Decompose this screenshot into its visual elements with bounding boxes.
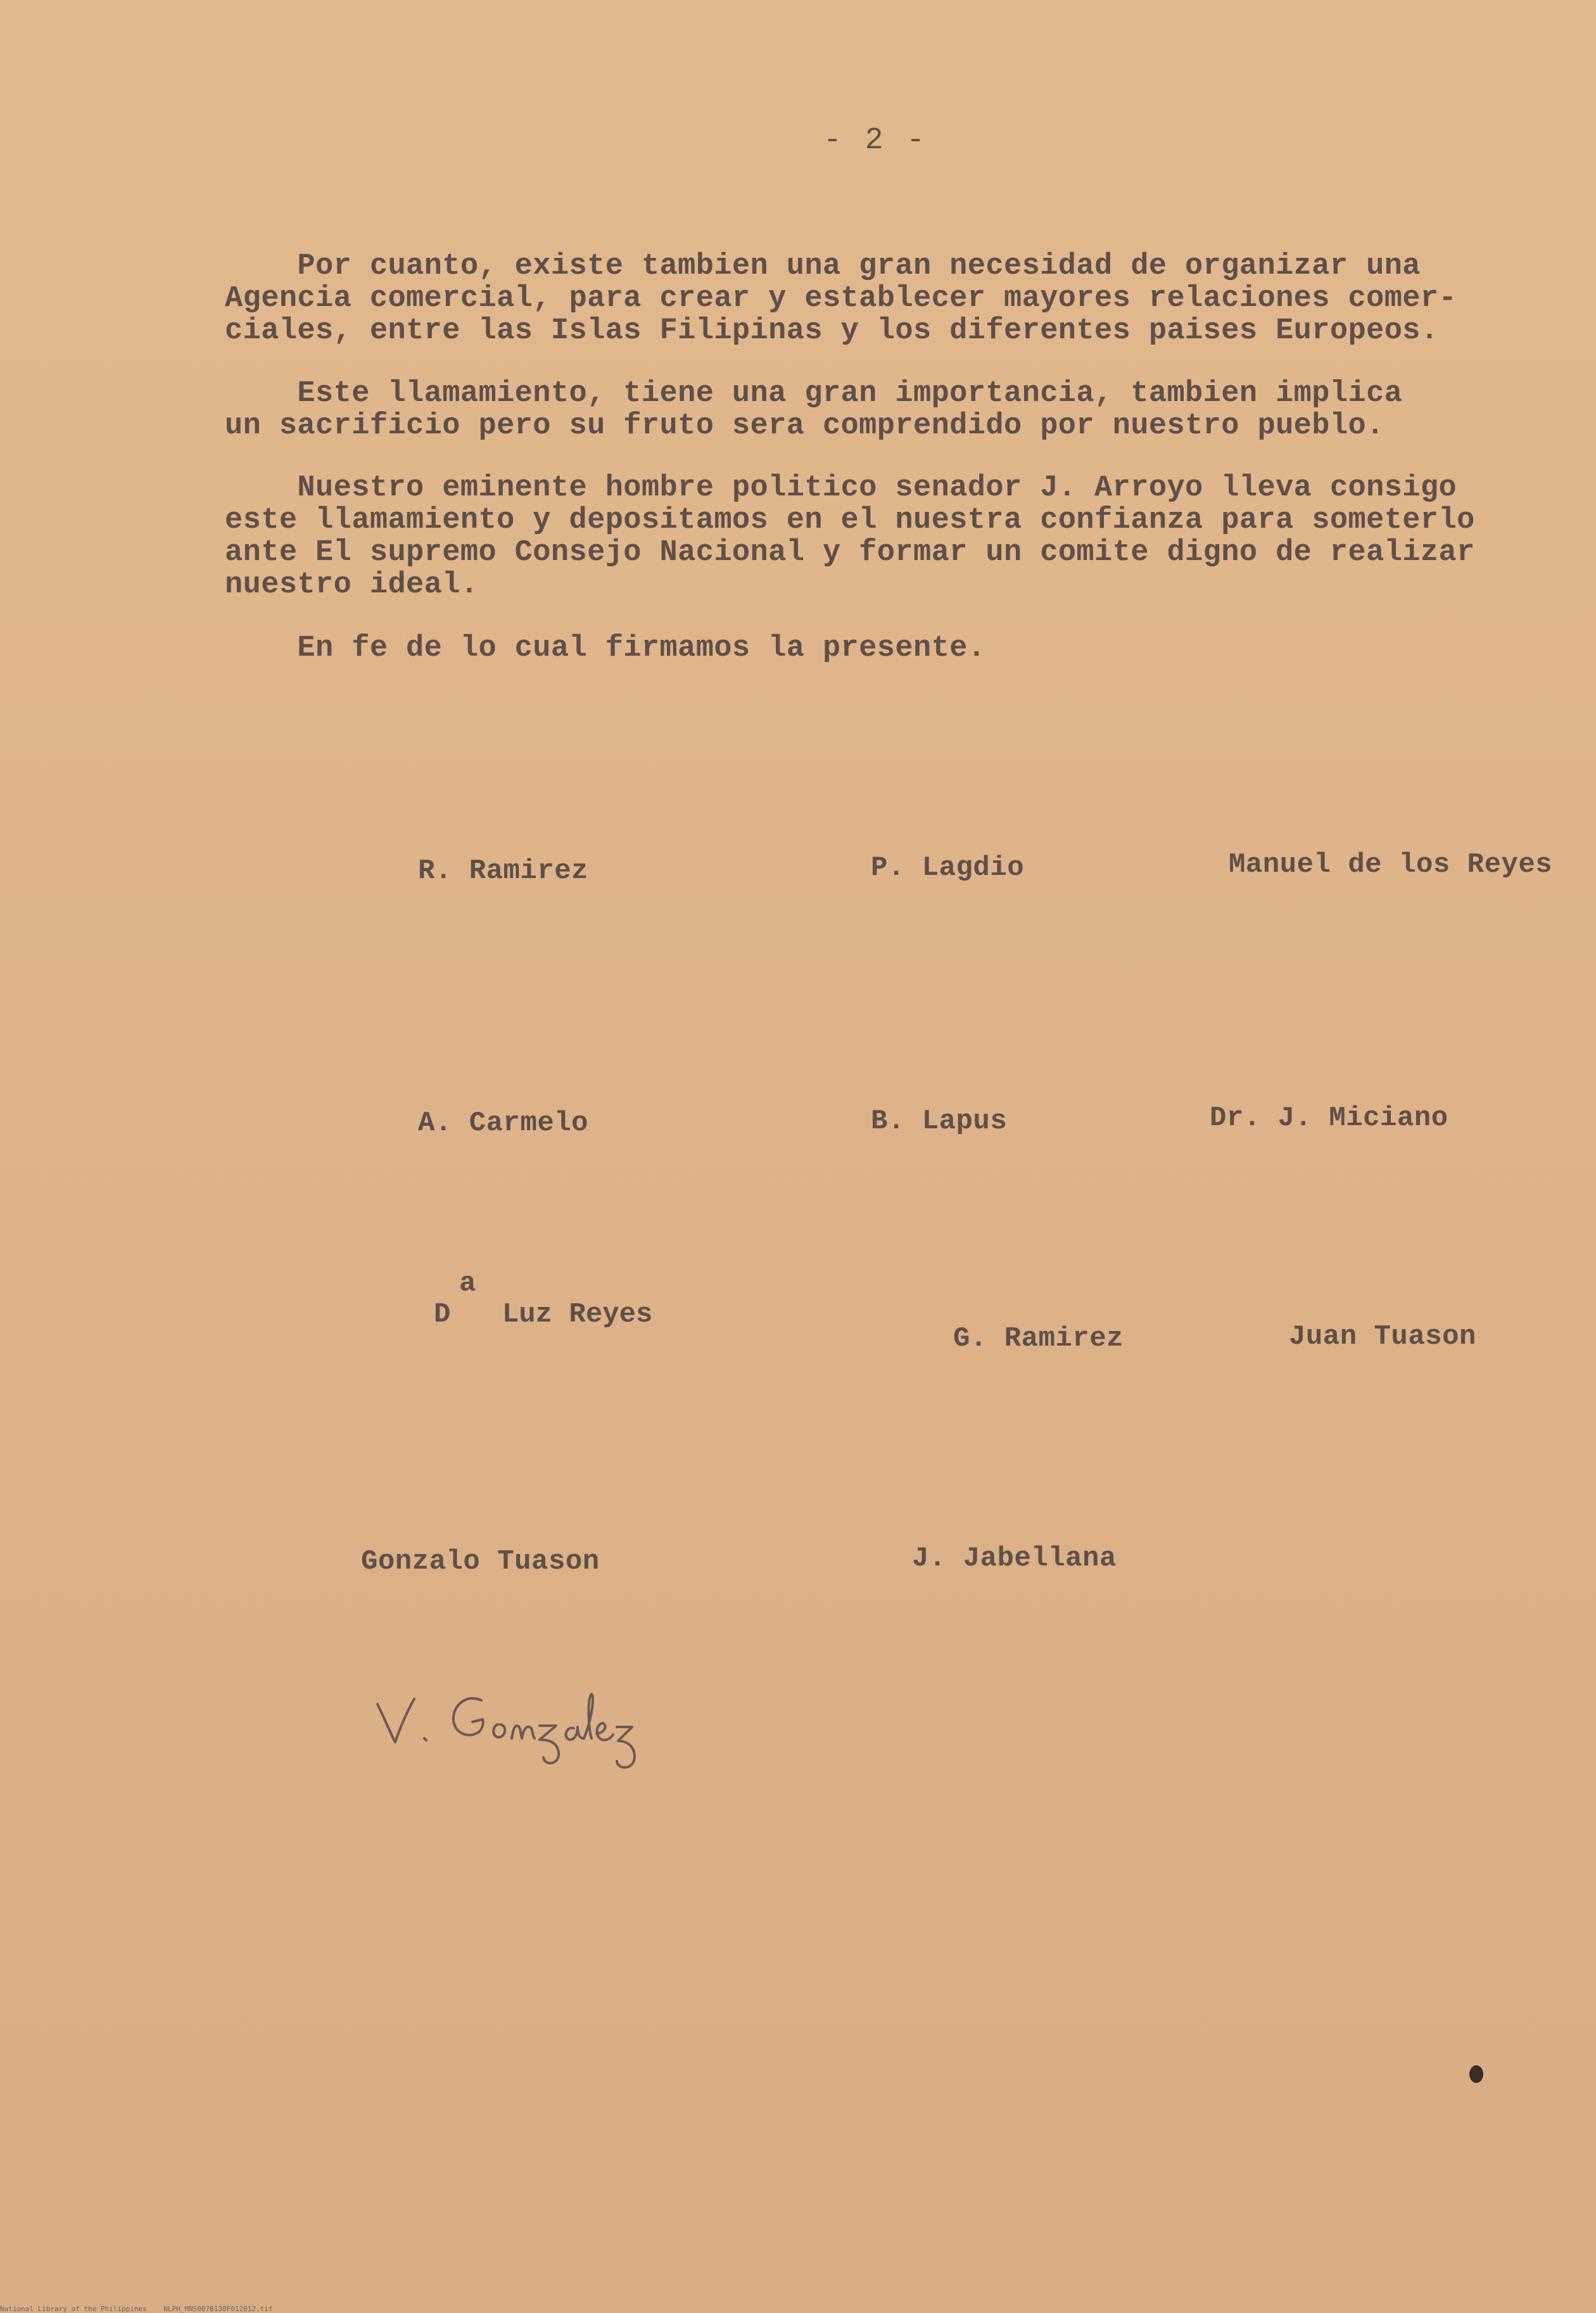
signature-superscript: a (459, 1268, 476, 1299)
signature-b-lapus: B. Lapus (871, 1106, 1008, 1137)
paragraph-agencia (225, 250, 1542, 347)
scan-footer-label: National Library of the Philippines NLPH_MNS007B130F012012.tif (0, 2305, 273, 2313)
ink-spot (1469, 2065, 1483, 2083)
paragraph-en-fe (225, 632, 1542, 665)
paragraph-arroyo (225, 472, 1542, 601)
signature-juan-tuason: Juan Tuason (1289, 1321, 1476, 1353)
signature-a-carmelo: A. Carmelo (418, 1107, 589, 1139)
paragraph-line: ante El supremo Consejo Nacional y formar un comite digno de realizar (225, 536, 1475, 570)
paragraph-llamamiento (225, 378, 1542, 442)
signature-r-ramirez: R. Ramirez (418, 855, 589, 887)
signature-manuel-de-los-reyes: Manuel de los Reyes (1229, 849, 1553, 881)
signature-prefix: D (434, 1299, 451, 1330)
handwritten-signature (374, 1673, 678, 1783)
paragraph-line: un sacrificio pero su fruto sera comprendido por nuestro pueblo. (225, 409, 1384, 443)
paragraph-line: Este llamamiento, tiene una gran importancia, tambien implica (225, 377, 1403, 411)
paragraph-line: En fe de lo cual firmamos la presente. (225, 632, 986, 665)
paragraph-line: Por cuanto, existe tambien una gran necesidad de organizar una (225, 250, 1421, 283)
paragraph-line: ciales, entre las Islas Filipinas y los diferentes paises Europeos. (225, 314, 1439, 348)
paragraph-line: nuestro ideal. (225, 568, 479, 602)
signature-gonzalo-tuason: Gonzalo Tuason (361, 1546, 600, 1577)
signature-p-lagdio: P. Lagdio (871, 852, 1025, 884)
paragraph-line: Agencia comercial, para crear y establecer mayores relaciones comer- (225, 282, 1457, 315)
signature-g-ramirez: G. Ramirez (953, 1323, 1124, 1354)
page-number: - 2 - (823, 124, 928, 158)
paragraph-line: Nuestro eminente hombre politico senador J. Arroyo lleva consigo (225, 471, 1457, 505)
signature-dr-j-miciano: Dr. J. Miciano (1210, 1102, 1448, 1134)
signature-d-luz-reyes (434, 1268, 653, 1330)
paragraph-line: este llamamiento y depositamos en el nuestra confianza para someterlo (225, 504, 1475, 537)
signature-name: Luz Reyes (502, 1299, 653, 1330)
signature-j-jabellana: J. Jabellana (912, 1543, 1117, 1574)
